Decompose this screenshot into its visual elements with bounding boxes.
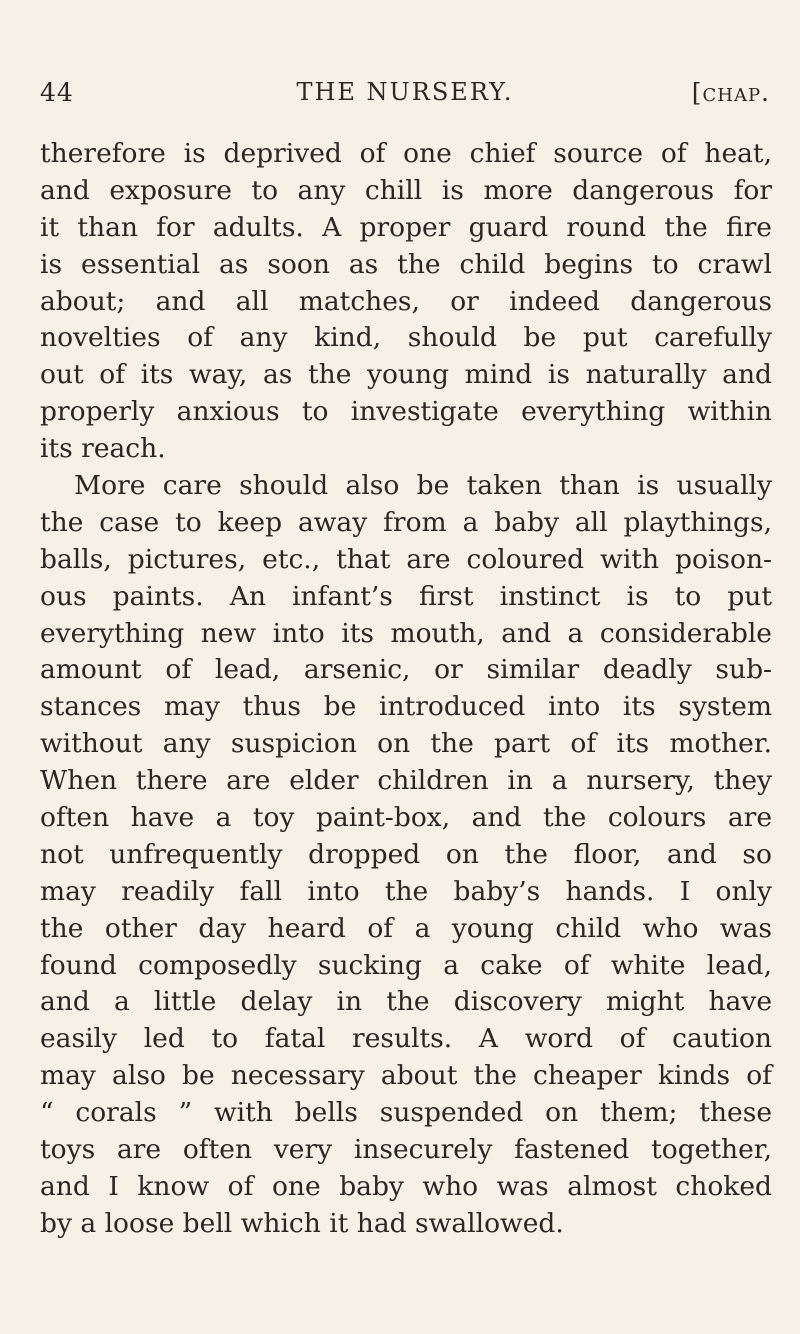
text-line: and exposure to any chill is more dangerous for <box>40 174 772 206</box>
text-line: amount of lead, arsenic, or similar deadly sub- <box>40 654 772 686</box>
text-line: its reach. <box>40 433 166 465</box>
text-line: may also be necessary about the cheaper kinds of <box>40 1060 772 1092</box>
text-line: without any suspicion on the part of its mother. <box>40 728 772 760</box>
text-line: and I know of one baby who was almost choked <box>40 1170 772 1202</box>
text-line: may readily fall into the baby’s hands. I only <box>40 875 772 907</box>
text-line: toys are often very insecurely fastened together, <box>40 1134 772 1166</box>
text-line: about; and all matches, or indeed dangerous <box>40 285 772 317</box>
text-line: often have a toy paint-box, and the colours are <box>40 802 772 834</box>
text-line: is essential as soon as the child begins to crawl <box>40 248 772 280</box>
paragraph-1 <box>40 136 772 468</box>
text-line: it than for adults. A proper guard round the fire <box>40 211 772 243</box>
text-line: found composedly sucking a cake of white lead, <box>40 949 772 981</box>
text-line: out of its way, as the young mind is naturally and <box>40 359 772 391</box>
running-title: THE NURSERY. <box>296 78 514 106</box>
body-text <box>40 136 772 1243</box>
text-line: therefore is deprived of one chief source of heat, <box>40 138 772 169</box>
text-line: not unfrequently dropped on the floor, and so <box>40 838 772 870</box>
text-line: ous paints. An infant’s first instinct is to put <box>40 580 772 612</box>
text-line: More care should also be taken than is usually <box>74 470 772 502</box>
text-line: When there are elder children in a nursery, they <box>40 765 772 797</box>
text-line: easily led to fatal results. A word of caution <box>40 1023 772 1055</box>
text-line: properly anxious to investigate everything within <box>40 396 772 428</box>
paragraph-2 <box>40 468 772 1243</box>
text-line: novelties of any kind, should be put carefully <box>40 322 772 354</box>
page-header <box>40 78 770 118</box>
text-line: balls, pictures, etc., that are coloured with poison- <box>40 543 772 575</box>
text-line: by a loose bell which it had swallowed. <box>40 1207 564 1239</box>
text-line: “ corals ” with bells suspended on them; these <box>40 1097 772 1129</box>
text-line: the case to keep away from a baby all playthings, <box>40 506 772 538</box>
text-line: the other day heard of a young child who was <box>40 912 772 944</box>
text-line: everything new into its mouth, and a considerable <box>40 617 772 649</box>
text-line: and a little delay in the discovery might have <box>40 986 772 1018</box>
text-line: stances may thus be introduced into its system <box>40 691 772 723</box>
chapter-label: [chap. <box>691 78 770 107</box>
page-number: 44 <box>40 78 74 107</box>
